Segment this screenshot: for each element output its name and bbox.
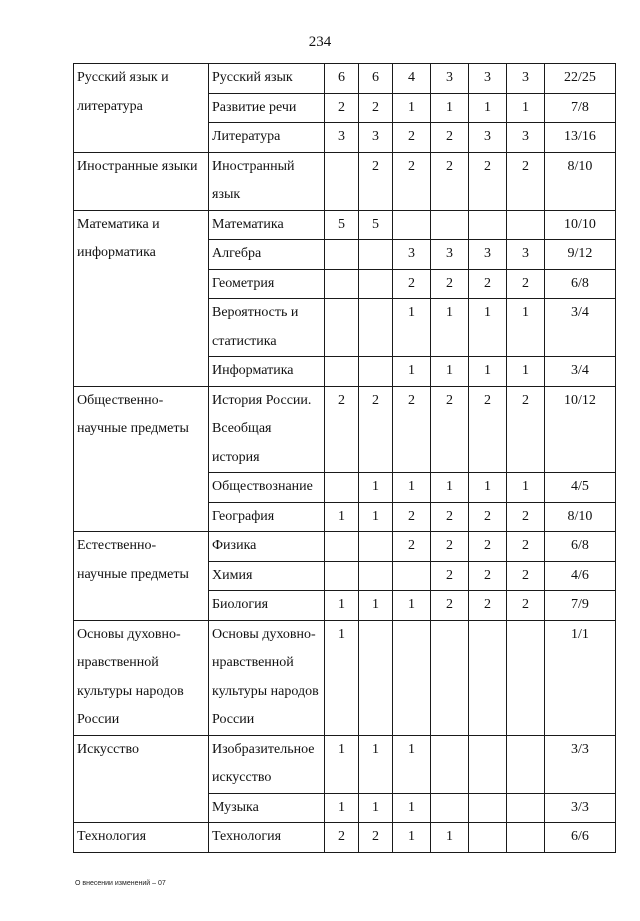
- hours-cell-grade-5: 3: [325, 123, 359, 153]
- hours-cell-grade-5: 1: [325, 793, 359, 823]
- hours-cell-grade-10: 3: [507, 240, 545, 270]
- hours-cell-grade-7: 1: [393, 735, 431, 793]
- total-hours-cell: 3/4: [545, 299, 616, 357]
- hours-cell-grade-8: 2: [431, 152, 469, 210]
- hours-cell-grade-10: [507, 620, 545, 735]
- table-row: [74, 64, 616, 94]
- hours-cell-grade-10: 2: [507, 591, 545, 621]
- total-hours-cell: 6/8: [545, 532, 616, 562]
- hours-cell-grade-8: 2: [431, 269, 469, 299]
- hours-cell-grade-6: [359, 532, 393, 562]
- hours-cell-grade-8: 1: [431, 299, 469, 357]
- hours-cell-grade-6: [359, 357, 393, 387]
- hours-cell-grade-9: 1: [469, 357, 507, 387]
- hours-cell-grade-7: 2: [393, 269, 431, 299]
- total-hours-cell: 10/12: [545, 386, 616, 473]
- hours-cell-grade-9: 2: [469, 502, 507, 532]
- hours-cell-grade-8: 2: [431, 123, 469, 153]
- hours-cell-grade-7: 1: [393, 591, 431, 621]
- total-hours-cell: 9/12: [545, 240, 616, 270]
- hours-cell-grade-5: [325, 561, 359, 591]
- total-hours-cell: 8/10: [545, 502, 616, 532]
- hours-cell-grade-6: 1: [359, 793, 393, 823]
- hours-cell-grade-5: [325, 240, 359, 270]
- total-hours-cell: 4/6: [545, 561, 616, 591]
- hours-cell-grade-9: 1: [469, 299, 507, 357]
- hours-cell-grade-10: 2: [507, 269, 545, 299]
- hours-cell-grade-6: [359, 561, 393, 591]
- hours-cell-grade-9: 3: [469, 64, 507, 94]
- total-hours-cell: 3/3: [545, 793, 616, 823]
- hours-cell-grade-8: [431, 620, 469, 735]
- hours-cell-grade-8: 2: [431, 386, 469, 473]
- hours-cell-grade-7: 1: [393, 357, 431, 387]
- hours-cell-grade-7: 2: [393, 386, 431, 473]
- subject-name-cell: Развитие речи: [209, 93, 325, 123]
- hours-cell-grade-5: [325, 152, 359, 210]
- subject-name-cell: Русский язык: [209, 64, 325, 94]
- subject-name-cell: География: [209, 502, 325, 532]
- hours-cell-grade-7: 1: [393, 823, 431, 853]
- hours-cell-grade-10: [507, 210, 545, 240]
- subject-name-cell: Иностранный язык: [209, 152, 325, 210]
- total-hours-cell: 7/8: [545, 93, 616, 123]
- hours-cell-grade-5: 1: [325, 735, 359, 793]
- subject-name-cell: Физика: [209, 532, 325, 562]
- hours-cell-grade-8: 3: [431, 240, 469, 270]
- hours-cell-grade-6: 3: [359, 123, 393, 153]
- hours-cell-grade-8: 1: [431, 93, 469, 123]
- table-row: [74, 210, 616, 240]
- hours-cell-grade-7: 2: [393, 152, 431, 210]
- hours-cell-grade-5: [325, 269, 359, 299]
- page-number: 234: [308, 34, 332, 50]
- hours-cell-grade-5: 6: [325, 64, 359, 94]
- hours-cell-grade-5: 5: [325, 210, 359, 240]
- hours-cell-grade-8: 2: [431, 561, 469, 591]
- hours-cell-grade-8: [431, 735, 469, 793]
- subject-name-cell: Обществознание: [209, 473, 325, 503]
- hours-cell-grade-10: 2: [507, 561, 545, 591]
- hours-cell-grade-5: [325, 473, 359, 503]
- total-hours-cell: 4/5: [545, 473, 616, 503]
- table-row: [74, 386, 616, 473]
- hours-cell-grade-9: 3: [469, 123, 507, 153]
- subject-name-cell: Литература: [209, 123, 325, 153]
- hours-cell-grade-7: 1: [393, 299, 431, 357]
- total-hours-cell: 22/25: [545, 64, 616, 94]
- subject-name-cell: Технология: [209, 823, 325, 853]
- hours-cell-grade-9: [469, 793, 507, 823]
- hours-cell-grade-8: 3: [431, 64, 469, 94]
- hours-cell-grade-9: 2: [469, 591, 507, 621]
- hours-cell-grade-6: [359, 620, 393, 735]
- hours-cell-grade-5: 2: [325, 823, 359, 853]
- hours-cell-grade-10: [507, 735, 545, 793]
- hours-cell-grade-9: [469, 620, 507, 735]
- hours-cell-grade-5: 2: [325, 386, 359, 473]
- subject-name-cell: История России. Всеобщая история: [209, 386, 325, 473]
- hours-cell-grade-9: 2: [469, 532, 507, 562]
- hours-cell-grade-6: 1: [359, 473, 393, 503]
- hours-cell-grade-6: [359, 269, 393, 299]
- hours-cell-grade-10: [507, 823, 545, 853]
- total-hours-cell: 6/8: [545, 269, 616, 299]
- hours-cell-grade-10: 2: [507, 532, 545, 562]
- hours-cell-grade-5: [325, 299, 359, 357]
- hours-cell-grade-7: 3: [393, 240, 431, 270]
- hours-cell-grade-6: 1: [359, 735, 393, 793]
- hours-cell-grade-10: 1: [507, 299, 545, 357]
- hours-cell-grade-6: 5: [359, 210, 393, 240]
- hours-cell-grade-10: 3: [507, 123, 545, 153]
- table-row: [74, 735, 616, 793]
- hours-cell-grade-5: [325, 357, 359, 387]
- hours-cell-grade-10: 3: [507, 64, 545, 94]
- hours-cell-grade-6: 2: [359, 152, 393, 210]
- hours-cell-grade-6: [359, 299, 393, 357]
- hours-cell-grade-8: 1: [431, 473, 469, 503]
- subject-area-cell: Русский язык и литература: [74, 64, 209, 153]
- hours-cell-grade-5: [325, 532, 359, 562]
- hours-cell-grade-7: 1: [393, 473, 431, 503]
- subject-area-cell: Технология: [74, 823, 209, 853]
- table-row: [74, 620, 616, 735]
- hours-cell-grade-8: [431, 210, 469, 240]
- hours-cell-grade-9: 2: [469, 152, 507, 210]
- hours-cell-grade-7: 2: [393, 532, 431, 562]
- total-hours-cell: 7/9: [545, 591, 616, 621]
- hours-cell-grade-10: 2: [507, 386, 545, 473]
- hours-cell-grade-10: 2: [507, 152, 545, 210]
- total-hours-cell: 6/6: [545, 823, 616, 853]
- hours-cell-grade-8: 2: [431, 502, 469, 532]
- hours-cell-grade-7: [393, 620, 431, 735]
- total-hours-cell: 3/4: [545, 357, 616, 387]
- subject-area-cell: Математика и информатика: [74, 210, 209, 386]
- curriculum-table-body: [74, 64, 616, 853]
- hours-cell-grade-7: 2: [393, 123, 431, 153]
- subject-name-cell: Алгебра: [209, 240, 325, 270]
- hours-cell-grade-9: 2: [469, 269, 507, 299]
- hours-cell-grade-6: 1: [359, 591, 393, 621]
- subject-area-cell: Искусство: [74, 735, 209, 823]
- hours-cell-grade-5: 2: [325, 93, 359, 123]
- hours-cell-grade-10: [507, 793, 545, 823]
- hours-cell-grade-10: 1: [507, 357, 545, 387]
- hours-cell-grade-6: 2: [359, 93, 393, 123]
- hours-cell-grade-7: [393, 210, 431, 240]
- subject-area-cell: Естественно-научные предметы: [74, 532, 209, 621]
- hours-cell-grade-6: [359, 240, 393, 270]
- table-row: [74, 152, 616, 210]
- hours-cell-grade-9: [469, 210, 507, 240]
- hours-cell-grade-9: [469, 823, 507, 853]
- hours-cell-grade-9: 2: [469, 561, 507, 591]
- total-hours-cell: 3/3: [545, 735, 616, 793]
- table-row: [74, 532, 616, 562]
- hours-cell-grade-7: 1: [393, 793, 431, 823]
- hours-cell-grade-5: 1: [325, 591, 359, 621]
- total-hours-cell: 10/10: [545, 210, 616, 240]
- subject-area-cell: Общественно-научные предметы: [74, 386, 209, 532]
- total-hours-cell: 13/16: [545, 123, 616, 153]
- hours-cell-grade-7: 4: [393, 64, 431, 94]
- hours-cell-grade-6: 2: [359, 823, 393, 853]
- hours-cell-grade-9: 2: [469, 386, 507, 473]
- hours-cell-grade-8: 1: [431, 357, 469, 387]
- hours-cell-grade-9: [469, 735, 507, 793]
- hours-cell-grade-8: 1: [431, 823, 469, 853]
- hours-cell-grade-9: 1: [469, 473, 507, 503]
- subject-name-cell: Основы духовно-нравственной культуры народов России: [209, 620, 325, 735]
- table-row: [74, 823, 616, 853]
- subject-name-cell: Информатика: [209, 357, 325, 387]
- hours-cell-grade-10: 1: [507, 473, 545, 503]
- total-hours-cell: 8/10: [545, 152, 616, 210]
- subject-name-cell: Изобразительное искусство: [209, 735, 325, 793]
- hours-cell-grade-7: 1: [393, 93, 431, 123]
- hours-cell-grade-8: [431, 793, 469, 823]
- hours-cell-grade-8: 2: [431, 532, 469, 562]
- hours-cell-grade-5: 1: [325, 502, 359, 532]
- hours-cell-grade-9: 1: [469, 93, 507, 123]
- subject-name-cell: Биология: [209, 591, 325, 621]
- subject-name-cell: Музыка: [209, 793, 325, 823]
- hours-cell-grade-10: 1: [507, 93, 545, 123]
- subject-name-cell: Геометрия: [209, 269, 325, 299]
- footer-note: О внесении изменений – 07: [75, 880, 166, 887]
- hours-cell-grade-9: 3: [469, 240, 507, 270]
- hours-cell-grade-5: 1: [325, 620, 359, 735]
- hours-cell-grade-7: [393, 561, 431, 591]
- total-hours-cell: 1/1: [545, 620, 616, 735]
- subject-area-cell: Иностранные языки: [74, 152, 209, 210]
- hours-cell-grade-6: 2: [359, 386, 393, 473]
- subject-name-cell: Вероятность и статистика: [209, 299, 325, 357]
- hours-cell-grade-6: 1: [359, 502, 393, 532]
- hours-cell-grade-10: 2: [507, 502, 545, 532]
- hours-cell-grade-7: 2: [393, 502, 431, 532]
- subject-area-cell: Основы духовно-нравственной культуры народов России: [74, 620, 209, 735]
- subject-name-cell: Химия: [209, 561, 325, 591]
- hours-cell-grade-6: 6: [359, 64, 393, 94]
- hours-cell-grade-8: 2: [431, 591, 469, 621]
- subject-name-cell: Математика: [209, 210, 325, 240]
- curriculum-table: [73, 63, 616, 853]
